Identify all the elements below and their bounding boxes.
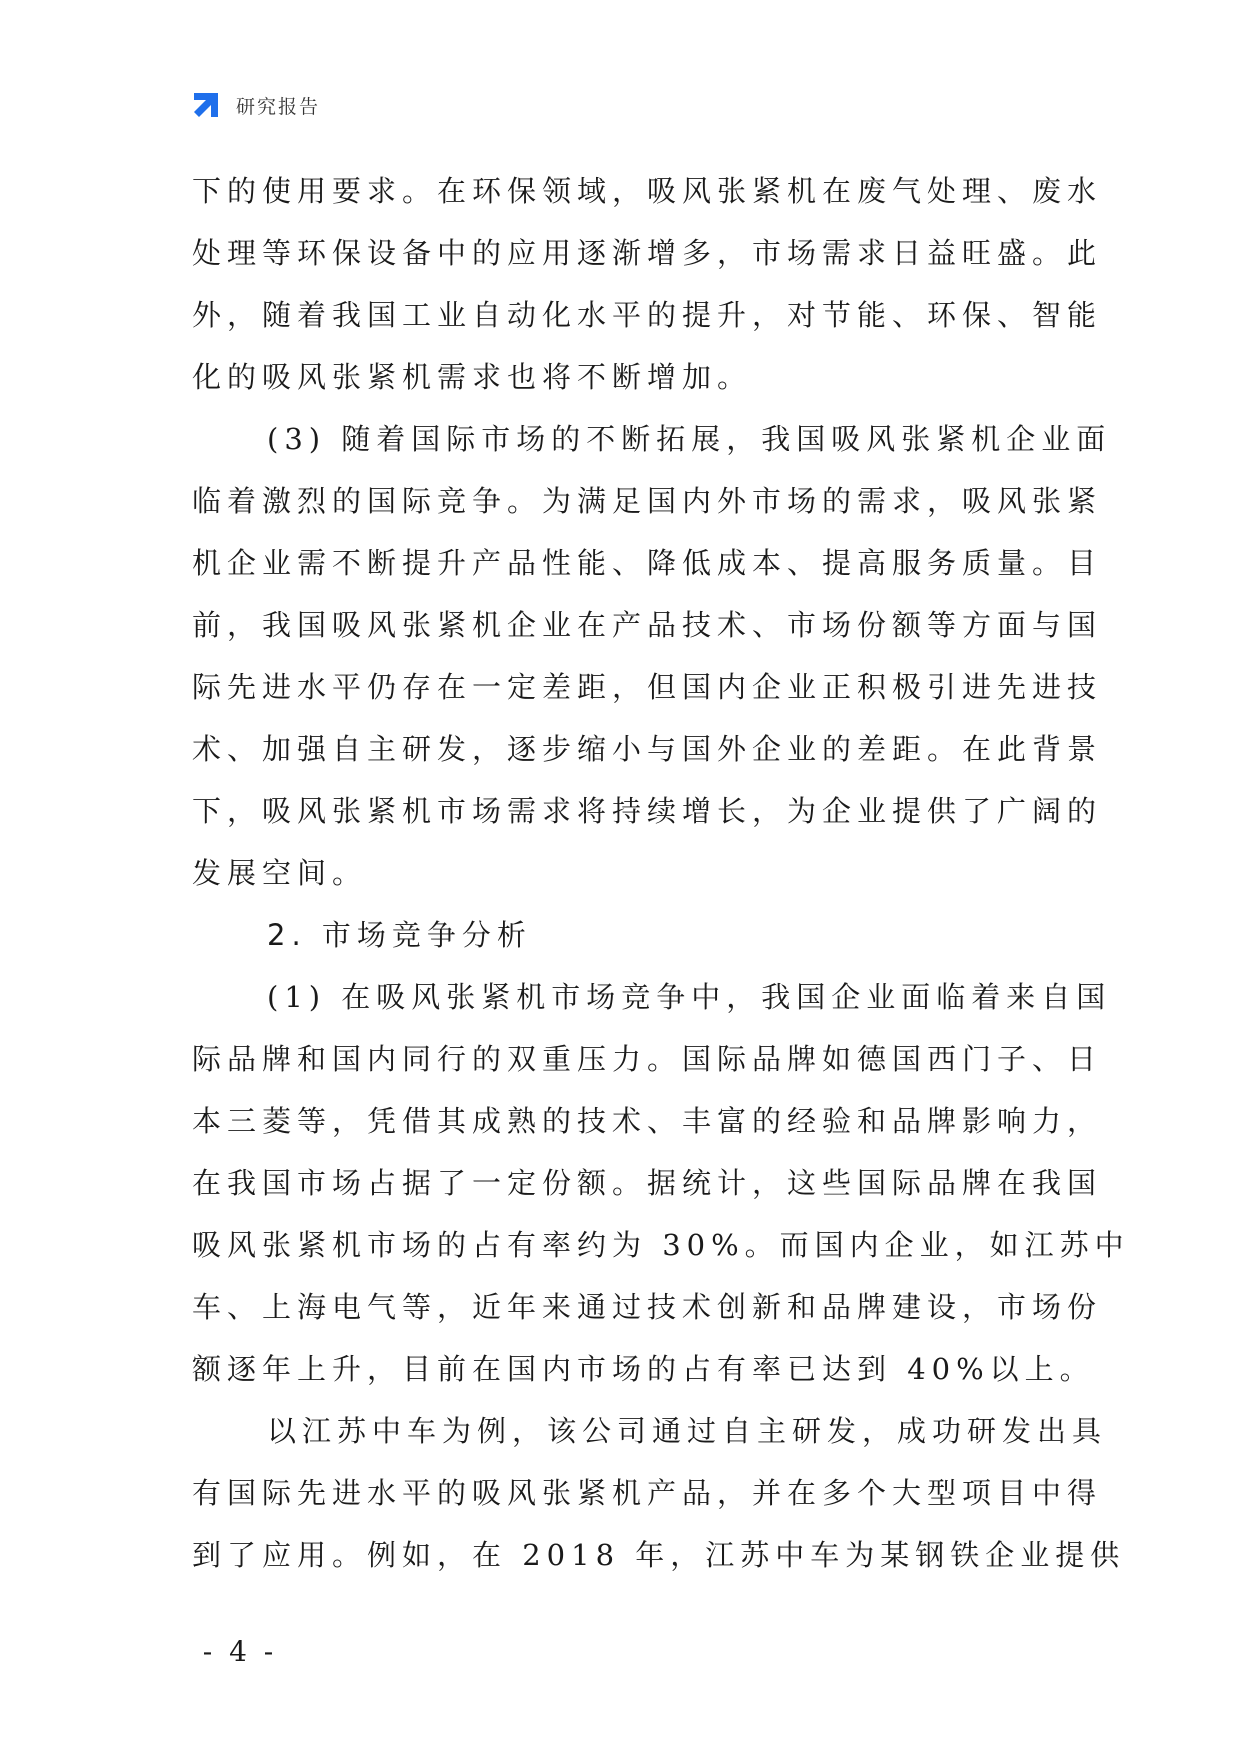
text-line: 化的吸风张紧机需求也将不断增加。	[192, 360, 753, 394]
text-line: (1) 在吸风张紧机市场竞争中，我国企业面临着来自国	[267, 980, 1112, 1014]
text-line: 额逐年上升，目前在国内市场的占有率已达到 40%以上。	[192, 1352, 1095, 1386]
text-line: 发展空间。	[192, 856, 368, 890]
page-header	[190, 88, 320, 122]
text-line: 有国际先进水平的吸风张紧机产品，并在多个大型项目中得	[192, 1476, 1103, 1510]
section-heading: 2. 市场竞争分析	[267, 918, 532, 952]
text-line: 下，吸风张紧机市场需求将持续增长，为企业提供了广阔的	[192, 794, 1103, 828]
text-line: 车、上海电气等，近年来通过技术创新和品牌建设，市场份	[192, 1290, 1103, 1324]
text-line: 机企业需不断提升产品性能、降低成本、提高服务质量。目	[192, 546, 1103, 580]
text-line: 前，我国吸风张紧机企业在产品技术、市场份额等方面与国	[192, 608, 1103, 642]
text-line: 以江苏中车为例，该公司通过自主研发，成功研发出具	[267, 1414, 1108, 1448]
body-text	[192, 160, 1130, 1586]
text-line: 在我国市场占据了一定份额。据统计，这些国际品牌在我国	[192, 1166, 1103, 1200]
text-line: 下的使用要求。在环保领域，吸风张紧机在废气处理、废水	[192, 174, 1103, 208]
page-number: - 4 -	[202, 1635, 278, 1668]
text-line: 术、加强自主研发，逐步缩小与国外企业的差距。在此背景	[192, 732, 1103, 766]
text-line: 际品牌和国内同行的双重压力。国际品牌如德国西门子、日	[192, 1042, 1103, 1076]
text-line: 本三菱等，凭借其成熟的技术、丰富的经验和品牌影响力，	[192, 1104, 1103, 1138]
text-line: 处理等环保设备中的应用逐渐增多，市场需求日益旺盛。此	[192, 236, 1103, 270]
arrow-up-right-logo-icon	[190, 89, 222, 121]
header-title: 研究报告	[236, 95, 321, 118]
text-line: 吸风张紧机市场的占有率约为 30%。而国内企业，如江苏中	[192, 1228, 1130, 1262]
text-line: 到了应用。例如，在 2018 年，江苏中车为某钢铁企业提供	[192, 1538, 1126, 1572]
text-line: (3) 随着国际市场的不断拓展，我国吸风张紧机企业面	[267, 422, 1112, 456]
text-line: 临着激烈的国际竞争。为满足国内外市场的需求，吸风张紧	[192, 484, 1103, 518]
text-line: 际先进水平仍存在一定差距，但国内企业正积极引进先进技	[192, 670, 1103, 704]
text-line: 外，随着我国工业自动化水平的提升，对节能、环保、智能	[192, 298, 1103, 332]
